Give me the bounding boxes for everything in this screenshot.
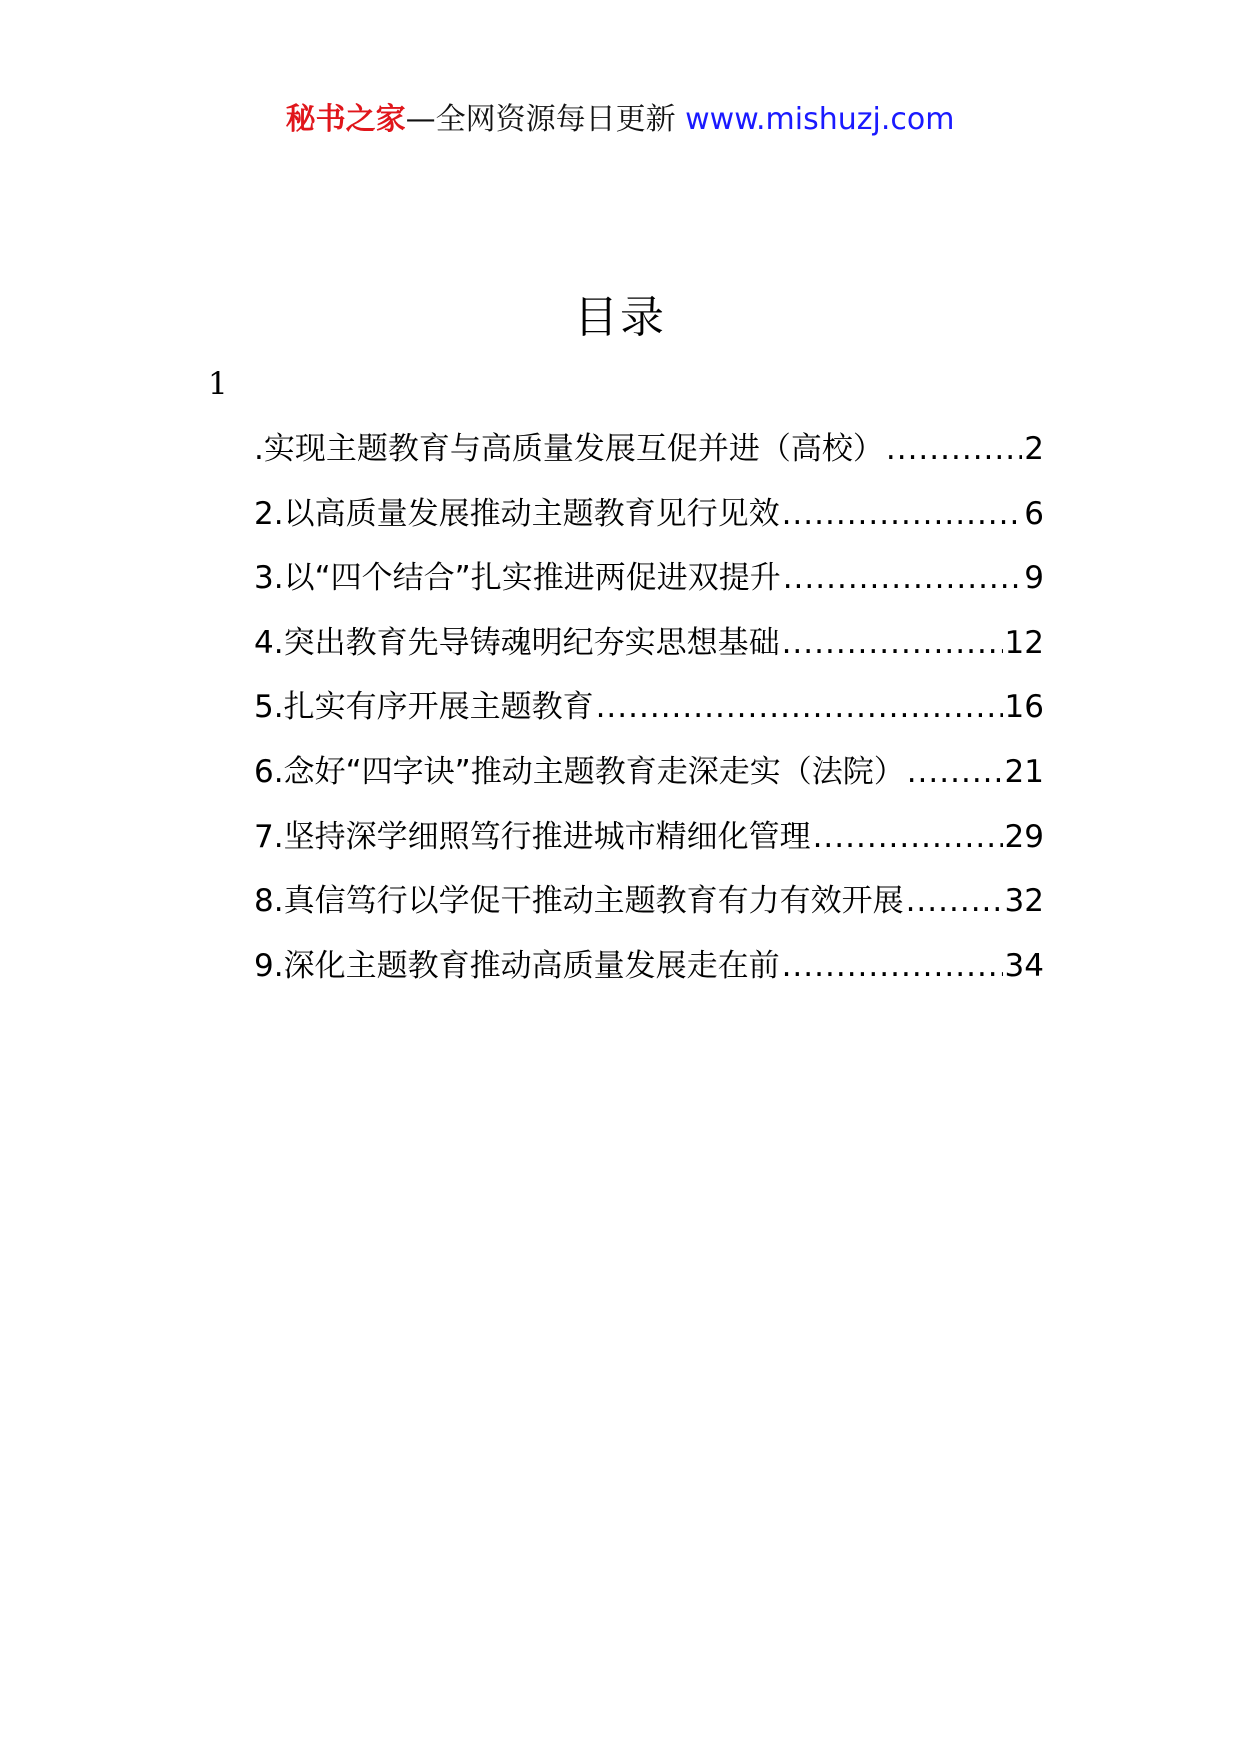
toc-entry-title: 2.以高质量发展推动主题教育见行见效 [254,495,780,532]
dot-leader [886,425,1022,473]
toc-entry-title: 7.坚持深学细照笃行推进城市精细化管理 [254,818,811,855]
toc-entry-page: 6 [1024,495,1044,532]
toc-entry[interactable] [254,554,1044,619]
toc-list [254,425,1044,1006]
toc-entry-title: 9.深化主题教育推动高质量发展走在前 [254,947,780,984]
toc-entry[interactable] [254,748,1044,813]
brand-name: 秘书之家 [285,102,406,137]
toc-entry-title: .实现主题教育与高质量发展互促并进（高校） [254,431,884,467]
dot-leader [783,554,1023,602]
toc-entry[interactable] [254,425,1044,490]
website-link[interactable]: www.mishuzj.com [685,102,955,137]
dot-leader [596,683,1003,731]
toc-entry-title: 3.以“四个结合”扎实推进两促进双提升 [254,560,781,597]
toc-entry-page: 21 [1004,753,1044,790]
dot-leader [813,813,1003,861]
dot-leader [907,748,1003,796]
dot-leader [906,877,1003,925]
toc-entry[interactable] [254,813,1044,878]
toc-entry-page: 2 [1024,431,1044,467]
toc-entry-page: 32 [1004,883,1044,920]
toc-entry[interactable] [254,683,1044,748]
dot-leader [782,490,1023,538]
toc-entry-title: 5.扎实有序开展主题教育 [254,689,594,726]
toc-entry[interactable] [254,877,1044,942]
toc-entry[interactable] [254,619,1044,684]
toc-entry-page: 12 [1004,624,1044,661]
toc-entry-title: 8.真信笃行以学促干推动主题教育有力有效开展 [254,883,904,920]
toc-entry-page: 34 [1004,947,1044,984]
toc-entry-page: 29 [1004,818,1044,855]
toc-entry-title: 6.念好“四字诀”推动主题教育走深走实（法院） [254,753,905,790]
page-header [0,100,1240,140]
toc-title: 目录 [574,292,666,343]
toc-entry[interactable] [254,942,1044,1007]
stray-number: 1 [208,366,228,402]
toc-entry[interactable] [254,490,1044,555]
dot-leader [782,619,1003,667]
toc-entry-title: 4.突出教育先导铸魂明纪夯实思想基础 [254,624,780,661]
toc-entry-page: 16 [1004,689,1044,726]
dot-leader [782,942,1003,990]
header-tagline: —全网资源每日更新 [405,102,676,137]
toc-entry-page: 9 [1024,560,1044,597]
